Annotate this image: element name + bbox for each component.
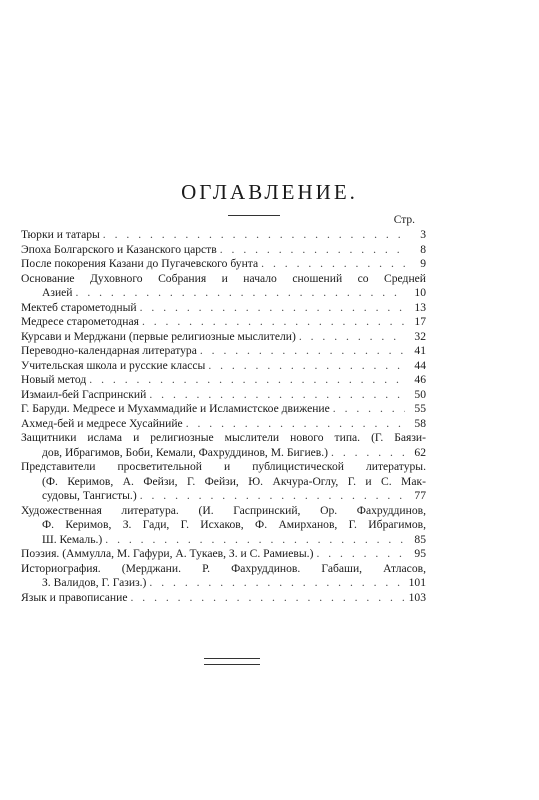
dot-leader — [140, 301, 405, 316]
toc-entry-title: Тюрки и татары — [21, 228, 100, 241]
toc-entry-title: Азией — [42, 286, 73, 299]
toc-entry — [21, 301, 426, 316]
dot-leader — [76, 286, 405, 301]
toc-entry-page: 77 — [414, 489, 426, 502]
toc-entry-page: 3 — [420, 228, 426, 241]
toc-entry-row — [21, 533, 426, 548]
toc-entry — [21, 373, 426, 388]
toc-entry — [21, 228, 426, 243]
toc-entry-page: 85 — [414, 532, 426, 546]
page-column-label: Стр. — [393, 214, 415, 226]
toc-entry — [21, 402, 426, 417]
toc-entry-title: После покорения Казани до Пугачевского бунта — [21, 257, 259, 270]
toc-entry-page: 58 — [414, 416, 426, 430]
dot-leader — [142, 315, 405, 330]
toc-entry-page: 13 — [414, 300, 426, 314]
toc-entry-row — [21, 243, 426, 258]
toc-entry-page: 8 — [420, 242, 426, 256]
toc-entry-row — [21, 446, 426, 461]
toc-entry-row — [21, 344, 426, 359]
toc-entry — [21, 359, 426, 374]
toc-entry-title: Курсави и Мерджани (первые религиозные мыслители) — [21, 329, 296, 343]
toc-entry-title: дов, Ибрагимов, Боби, Кемали, Фахруддинов, М. Бигиев.) — [42, 445, 329, 459]
toc-entry-title: Учительская школа и русские классы — [21, 358, 206, 372]
toc-entry-title: Новый метод — [21, 373, 87, 386]
toc-entry — [21, 417, 426, 432]
toc-entry-title: Г. Баруди. Медресе и Мухаммадийе и Исламистское движение — [21, 402, 330, 415]
toc-entry-row — [21, 315, 426, 330]
toc-entry-row — [21, 576, 426, 591]
dot-leader — [105, 533, 405, 548]
toc-entry-page: 44 — [414, 358, 426, 372]
toc-entry-line: Художественная литература. (И. Гаспринский, Ор. Фахруддинов, — [21, 503, 426, 517]
dot-leader — [220, 243, 405, 258]
page-title: ОГЛАВЛЕНИЕ. — [181, 180, 358, 204]
toc-entry-line: Историография. (Мерджани. Р. Фахруддинов. Габаши, Атласов, — [21, 561, 426, 575]
toc-entry-row — [21, 330, 426, 345]
toc-entry-row — [21, 417, 426, 432]
toc-entry-title: Медресе старометодная — [21, 315, 139, 328]
toc-entry-row — [21, 359, 426, 374]
toc-entry-row — [21, 547, 426, 562]
toc-entry-title: Эпоха Болгарского и Казанского царств — [21, 242, 217, 256]
table-of-contents — [21, 228, 426, 605]
toc-entry-title: Ш. Кемаль.) — [42, 532, 103, 546]
toc-entry-line: Защитники ислама и религиозные мыслители нового типа. (Г. Баязи- — [21, 431, 426, 444]
toc-entry-line: Основание Духовного Собрания и начало сношений со Средней — [21, 271, 426, 285]
toc-entry-title: Мектеб старометодный — [21, 300, 137, 314]
toc-entry-row — [21, 388, 426, 403]
toc-entry-page: 62 — [414, 445, 426, 459]
toc-entry-title: З. Валидов, Г. Газиз.) — [42, 576, 147, 589]
dot-leader — [140, 489, 405, 504]
toc-entry — [21, 562, 426, 591]
toc-entry — [21, 344, 426, 359]
toc-entry — [21, 547, 426, 562]
toc-entry — [21, 431, 426, 460]
toc-entry-page: 10 — [414, 286, 426, 299]
toc-entry — [21, 591, 426, 606]
toc-entry-page: 32 — [414, 329, 426, 343]
toc-entry — [21, 504, 426, 548]
toc-entry — [21, 330, 426, 345]
toc-entry-row — [21, 286, 426, 301]
toc-entry-page: 101 — [408, 576, 426, 589]
toc-entry-page: 17 — [414, 315, 426, 328]
dot-leader — [200, 344, 405, 359]
dot-leader — [103, 228, 405, 243]
toc-entry-page: 103 — [408, 590, 426, 604]
dot-leader — [331, 446, 405, 461]
toc-entry-row — [21, 489, 426, 504]
toc-entry — [21, 460, 426, 504]
closing-divider-top — [204, 658, 260, 659]
toc-entry-title: Переводно-календарная литература — [21, 344, 197, 357]
dot-leader — [89, 373, 405, 388]
dot-leader — [149, 388, 405, 403]
toc-entry-page: 50 — [414, 387, 426, 401]
toc-entry-line: Представители просветительной и публицистической литературы. — [21, 460, 426, 473]
dot-leader — [316, 547, 405, 562]
dot-leader — [299, 330, 405, 345]
toc-entry-page: 41 — [414, 344, 426, 357]
toc-entry-line: (Ф. Керимов, А. Фейзи, Г. Фейзи, Ю. Акчура-Оглу, Г. и С. Мак- — [42, 474, 426, 488]
closing-divider-bottom — [204, 664, 260, 665]
dot-leader — [186, 417, 405, 432]
title-divider — [228, 215, 280, 216]
toc-entry-page: 95 — [414, 547, 426, 560]
toc-entry-row — [21, 257, 426, 272]
toc-entry-page: 46 — [414, 373, 426, 386]
dot-leader — [261, 257, 405, 272]
dot-leader — [130, 591, 405, 606]
toc-entry-row — [21, 228, 426, 243]
toc-entry-title: Язык и правописание — [21, 590, 128, 604]
toc-entry — [21, 243, 426, 258]
toc-entry — [21, 272, 426, 301]
toc-entry-row — [21, 591, 426, 606]
toc-entry-row — [21, 402, 426, 417]
toc-entry-page: 55 — [414, 402, 426, 415]
toc-entry-page: 9 — [420, 257, 426, 270]
dot-leader — [149, 576, 405, 591]
toc-entry — [21, 257, 426, 272]
toc-entry-title: Измаил-бей Гаспринский — [21, 387, 147, 401]
toc-entry-title: судовы, Тангисты.) — [42, 489, 137, 502]
toc-entry — [21, 388, 426, 403]
toc-entry-title: Поэзия. (Аммулла, М. Гафури, А. Тукаев, З. и С. Рамиевы.) — [21, 547, 314, 560]
toc-entry-row — [21, 301, 426, 316]
dot-leader — [208, 359, 405, 374]
toc-entry-line: Ф. Керимов, З. Гади, Г. Исхаков, Ф. Амирханов, Г. Ибрагимов, — [42, 518, 426, 531]
dot-leader — [333, 402, 405, 417]
toc-entry — [21, 315, 426, 330]
toc-entry-row — [21, 373, 426, 388]
toc-entry-title: Ахмед-бей и медресе Хусайнийе — [21, 416, 183, 430]
